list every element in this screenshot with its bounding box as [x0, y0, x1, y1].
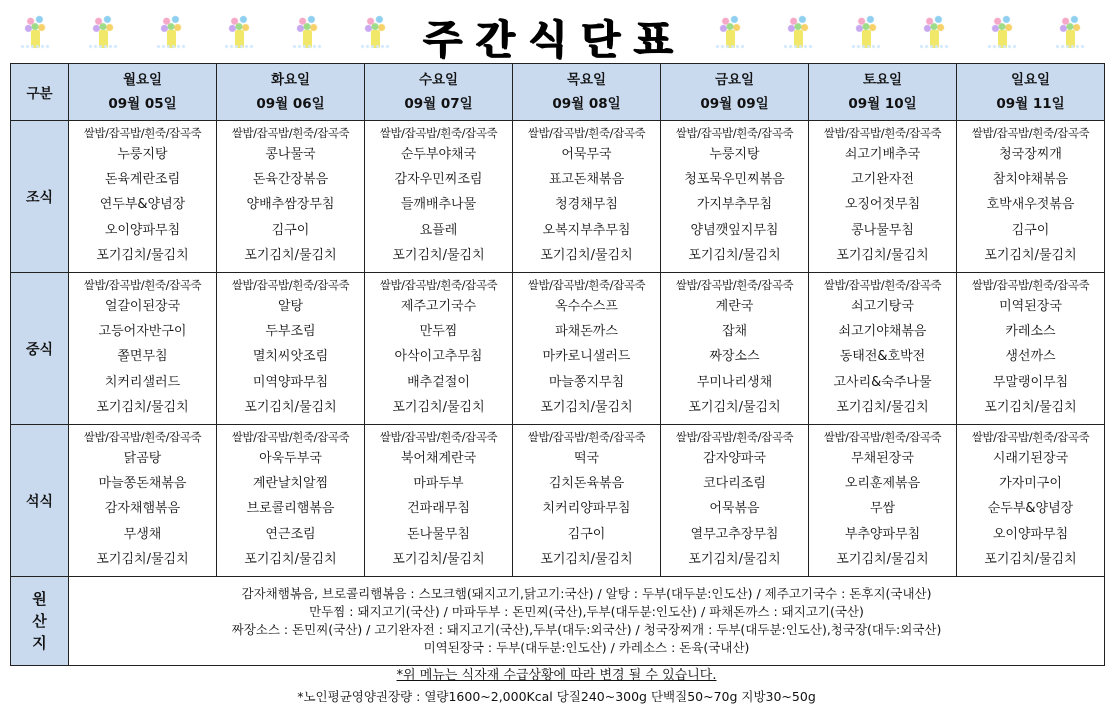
menu-item: 포기김치/물김치: [688, 399, 781, 415]
menu-item: 오징어젓무침: [844, 197, 921, 213]
menu-item: 포기김치/물김치: [836, 551, 929, 567]
menu-item: 제주고기국수: [400, 298, 477, 314]
menu-cell: [809, 425, 957, 577]
menu-item: 시래기된장국: [992, 450, 1069, 466]
menu-cell: [661, 121, 809, 273]
menu-item: 누룽지탕: [709, 146, 760, 162]
menu-cell: [809, 273, 957, 425]
flower-pot-icon: [1055, 10, 1085, 50]
flower-pot-icon: [360, 10, 390, 50]
menu-item: 양배추쌈장무침: [246, 197, 335, 213]
menu-item: 포기김치/물김치: [540, 551, 633, 567]
menu-item: 김치돈육볶음: [548, 476, 625, 492]
menu-item: 호박새우젓볶음: [986, 197, 1075, 213]
rice-options: 쌀밥/잡곡밥/흰죽/잡곡죽: [379, 125, 498, 140]
menu-item: 포기김치/물김치: [984, 247, 1077, 263]
origin-row: [11, 577, 1105, 666]
origin-line: 만두찜 : 돼지고기(국산) / 마파두부 : 돈민찌(국산),두부(대두분:인도산) / 파채돈까스 : 돼지고기(국산): [309, 604, 864, 619]
day-header: [809, 64, 957, 121]
menu-item: 치커리샐러드: [104, 374, 181, 390]
menu-cell: [69, 273, 217, 425]
rice-options: 쌀밥/잡곡밥/흰죽/잡곡죽: [675, 277, 794, 292]
flower-pot-icon: [20, 10, 50, 50]
flower-decoration-left: [20, 10, 428, 50]
day-header: [661, 64, 809, 121]
menu-cell: [365, 425, 513, 577]
meal-label: 중식: [11, 273, 69, 425]
menu-item: 포기김치/물김치: [836, 247, 929, 263]
flower-pot-icon: [88, 10, 118, 50]
nutrition-guideline: *노인평균영양권장량 : 열량1600~2,000Kcal 당질240~300g 단백질50~70g 지방30~50g: [297, 689, 816, 704]
menu-item: 무말랭이무침: [992, 374, 1069, 390]
menu-change-notice: *위 메뉴는 식자재 수급상황에 따라 변경 될 수 있습니다.: [396, 668, 717, 683]
menu-item: 포기김치/물김치: [540, 247, 633, 263]
menu-item: 포기김치/물김치: [984, 551, 1077, 567]
rice-options: 쌀밥/잡곡밥/흰죽/잡곡죽: [231, 125, 350, 140]
menu-item: 청국장찌개: [999, 146, 1062, 162]
day-name: 화요일: [270, 72, 311, 88]
menu-item: 포기김치/물김치: [836, 399, 929, 415]
menu-item: 닭곰탕: [123, 450, 162, 466]
origin-line: 감자채햄볶음, 브로콜리햄볶음 : 스모크햄(돼지고기,닭고기:국산) / 알탕 : 두부(대두분:인도산) / 제주고기국수 : 돈후지(국내산): [241, 586, 932, 601]
menu-cell: [957, 121, 1105, 273]
menu-item: 들깨배추나물: [400, 197, 477, 213]
day-date: 09월 09일: [700, 96, 769, 112]
menu-item: 감자양파국: [703, 450, 766, 466]
origin-line: 짜장소스 : 돈민찌(국산) / 고기완자전 : 돼지고기(국산),두부(대두:외국산) / 청국장찌개 : 두부(대두분:인도산),청국장(대두:외국산): [231, 622, 942, 637]
menu-item: 얼갈이된장국: [104, 298, 181, 314]
menu-item: 쇠고기배추국: [844, 146, 921, 162]
menu-item: 포기김치/물김치: [96, 399, 189, 415]
menu-item: 감자채햄볶음: [104, 501, 181, 517]
meal-label: 조식: [11, 121, 69, 273]
menu-item: 멸치씨앗조림: [252, 349, 329, 365]
meal-row-breakfast: [11, 121, 1105, 273]
menu-item: 알탕: [277, 298, 304, 314]
menu-item: 짜장소스: [709, 349, 760, 365]
day-date: 09월 06일: [256, 96, 325, 112]
origin-label-char: 산: [32, 612, 47, 630]
rice-options: 쌀밥/잡곡밥/흰죽/잡곡죽: [231, 429, 350, 444]
day-name: 토요일: [862, 72, 903, 88]
day-header: [513, 64, 661, 121]
menu-item: 포기김치/물김치: [392, 247, 485, 263]
origin-label-char: 지: [32, 634, 47, 652]
rice-options: 쌀밥/잡곡밥/흰죽/잡곡죽: [527, 125, 646, 140]
menu-item: 오복지부추무침: [542, 222, 631, 238]
menu-cell: [661, 425, 809, 577]
day-date: 09월 08일: [552, 96, 621, 112]
menu-item: 표고돈채볶음: [548, 172, 625, 188]
menu-item: 연두부&양념장: [99, 197, 186, 213]
menu-cell: [217, 273, 365, 425]
menu-item: 포기김치/물김치: [984, 399, 1077, 415]
menu-item: 김구이: [271, 222, 310, 238]
menu-item: 포기김치/물김치: [244, 247, 337, 263]
menu-item: 카레소스: [1005, 324, 1056, 340]
menu-item: 쇠고기야채볶음: [838, 324, 927, 340]
flower-pot-icon: [987, 10, 1017, 50]
weekly-menu-table: [10, 63, 1105, 666]
menu-item: 오리훈제볶음: [844, 476, 921, 492]
menu-item: 콩나물무침: [851, 222, 914, 238]
header-row: [11, 64, 1105, 121]
menu-item: 포기김치/물김치: [392, 399, 485, 415]
menu-item: 떡국: [573, 450, 600, 466]
menu-item: 돈나물무침: [407, 526, 470, 542]
flower-pot-icon: [156, 10, 186, 50]
menu-item: 순두부&양념장: [987, 501, 1074, 517]
day-header: [69, 64, 217, 121]
menu-item: 포기김치/물김치: [96, 551, 189, 567]
menu-item: 가자미구이: [999, 476, 1062, 492]
menu-item: 어묵무국: [561, 146, 612, 162]
day-date: 09월 11일: [996, 96, 1065, 112]
menu-item: 계란국: [715, 298, 754, 314]
menu-item: 어묵볶음: [709, 501, 760, 517]
menu-item: 무쌈: [869, 501, 896, 517]
rice-options: 쌀밥/잡곡밥/흰죽/잡곡죽: [823, 429, 942, 444]
rice-options: 쌀밥/잡곡밥/흰죽/잡곡죽: [379, 429, 498, 444]
menu-item: 참치야채볶음: [992, 172, 1069, 188]
menu-item: 치커리양파무침: [542, 501, 631, 517]
menu-item: 무생채: [123, 526, 162, 542]
menu-item: 아삭이고추무침: [394, 349, 483, 365]
menu-cell: [69, 425, 217, 577]
menu-item: 순두부야채국: [400, 146, 477, 162]
header-label: 구분: [11, 64, 69, 121]
menu-item: 만두찜: [419, 324, 458, 340]
flower-pot-icon: [715, 10, 745, 50]
day-name: 금요일: [714, 72, 755, 88]
menu-cell: [513, 425, 661, 577]
rice-options: 쌀밥/잡곡밥/흰죽/잡곡죽: [823, 125, 942, 140]
menu-item: 무미나리생채: [696, 374, 773, 390]
menu-item: 북어채계란국: [400, 450, 477, 466]
menu-item: 무채된장국: [851, 450, 914, 466]
menu-cell: [957, 425, 1105, 577]
day-name: 일요일: [1010, 72, 1051, 88]
origin-label-char: 원: [32, 590, 47, 608]
menu-item: 고사리&숙주나물: [833, 374, 932, 390]
rice-options: 쌀밥/잡곡밥/흰죽/잡곡죽: [83, 277, 202, 292]
menu-item: 돈육계란조림: [104, 172, 181, 188]
menu-item: 쫄면무침: [117, 349, 168, 365]
menu-item: 코다리조림: [703, 476, 766, 492]
origin-label: [11, 577, 69, 666]
menu-item: 김구이: [567, 526, 606, 542]
rice-options: 쌀밥/잡곡밥/흰죽/잡곡죽: [379, 277, 498, 292]
rice-options: 쌀밥/잡곡밥/흰죽/잡곡죽: [527, 429, 646, 444]
rice-options: 쌀밥/잡곡밥/흰죽/잡곡죽: [231, 277, 350, 292]
menu-item: 두부조림: [265, 324, 316, 340]
day-name: 목요일: [566, 72, 607, 88]
menu-cell: [365, 121, 513, 273]
flower-decoration-right: [715, 10, 1113, 50]
page-header: [0, 0, 1113, 62]
menu-item: 포기김치/물김치: [244, 551, 337, 567]
menu-item: 감자우민찌조림: [394, 172, 483, 188]
menu-cell: [365, 273, 513, 425]
menu-item: 브로콜리햄볶음: [246, 501, 335, 517]
menu-item: 옥수수스프: [555, 298, 618, 314]
rice-options: 쌀밥/잡곡밥/흰죽/잡곡죽: [675, 125, 794, 140]
menu-cell: [809, 121, 957, 273]
menu-cell: [69, 121, 217, 273]
menu-item: 오이양파무침: [104, 222, 181, 238]
menu-cell: [217, 425, 365, 577]
menu-item: 마파두부: [413, 476, 464, 492]
menu-item: 마카로니샐러드: [542, 349, 631, 365]
menu-item: 청포묵우민찌볶음: [684, 172, 785, 188]
menu-item: 고등어자반구이: [98, 324, 187, 340]
rice-options: 쌀밥/잡곡밥/흰죽/잡곡죽: [971, 277, 1090, 292]
meal-row-dinner: [11, 425, 1105, 577]
menu-item: 마늘쫑돈채볶음: [98, 476, 187, 492]
menu-item: 파채돈까스: [555, 324, 618, 340]
rice-options: 쌀밥/잡곡밥/흰죽/잡곡죽: [527, 277, 646, 292]
day-date: 09월 07일: [404, 96, 473, 112]
menu-item: 누룽지탕: [117, 146, 168, 162]
rice-options: 쌀밥/잡곡밥/흰죽/잡곡죽: [823, 277, 942, 292]
menu-item: 청경채무침: [555, 197, 618, 213]
rice-options: 쌀밥/잡곡밥/흰죽/잡곡죽: [675, 429, 794, 444]
menu-item: 아욱두부국: [259, 450, 322, 466]
day-date: 09월 05일: [108, 96, 177, 112]
flower-pot-icon: [292, 10, 322, 50]
day-date: 09월 10일: [848, 96, 917, 112]
day-name: 수요일: [418, 72, 459, 88]
meal-row-lunch: [11, 273, 1105, 425]
menu-item: 포기김치/물김치: [688, 247, 781, 263]
rice-options: 쌀밥/잡곡밥/흰죽/잡곡죽: [971, 429, 1090, 444]
page-title: 주간식단표: [423, 17, 687, 63]
flower-pot-icon: [851, 10, 881, 50]
menu-item: 고기완자전: [851, 172, 914, 188]
day-header: [217, 64, 365, 121]
flower-pot-icon: [783, 10, 813, 50]
menu-item: 동태전&호박전: [839, 349, 926, 365]
menu-item: 콩나물국: [265, 146, 316, 162]
menu-item: 포기김치/물김치: [244, 399, 337, 415]
menu-item: 계란날치알찜: [252, 476, 329, 492]
menu-cell: [957, 273, 1105, 425]
menu-item: 마늘쫑지무침: [548, 374, 625, 390]
menu-item: 미역된장국: [999, 298, 1062, 314]
rice-options: 쌀밥/잡곡밥/흰죽/잡곡죽: [83, 125, 202, 140]
origin-line: 미역된장국 : 두부(대두분:인도산) / 카레소스 : 돈육(국내산): [423, 640, 750, 655]
menu-cell: [513, 273, 661, 425]
menu-item: 김구이: [1011, 222, 1050, 238]
rice-options: 쌀밥/잡곡밥/흰죽/잡곡죽: [83, 429, 202, 444]
day-name: 월요일: [122, 72, 163, 88]
flower-pot-icon: [224, 10, 254, 50]
menu-item: 연근조림: [265, 526, 316, 542]
menu-item: 미역양파무침: [252, 374, 329, 390]
menu-item: 열무고추장무침: [690, 526, 779, 542]
menu-item: 포기김치/물김치: [96, 247, 189, 263]
menu-item: 포기김치/물김치: [540, 399, 633, 415]
flower-pot-icon: [919, 10, 949, 50]
menu-cell: [217, 121, 365, 273]
menu-item: 생선까스: [1005, 349, 1056, 365]
menu-item: 부추양파무침: [844, 526, 921, 542]
menu-item: 가지부추무침: [696, 197, 773, 213]
menu-item: 잡채: [721, 324, 748, 340]
menu-item: 포기김치/물김치: [688, 551, 781, 567]
menu-cell: [661, 273, 809, 425]
rice-options: 쌀밥/잡곡밥/흰죽/잡곡죽: [971, 125, 1090, 140]
menu-item: 쇠고기탕국: [851, 298, 914, 314]
menu-item: 요플레: [419, 222, 458, 238]
meal-label: 석식: [11, 425, 69, 577]
menu-item: 돈육간장볶음: [252, 172, 329, 188]
day-header: [365, 64, 513, 121]
menu-item: 포기김치/물김치: [392, 551, 485, 567]
menu-item: 양념깻잎지무침: [690, 222, 779, 238]
origin-info: [69, 577, 1105, 666]
day-header: [957, 64, 1105, 121]
menu-item: 건파래무침: [407, 501, 470, 517]
menu-item: 배추겉절이: [407, 374, 470, 390]
menu-item: 오이양파무침: [992, 526, 1069, 542]
menu-cell: [513, 121, 661, 273]
